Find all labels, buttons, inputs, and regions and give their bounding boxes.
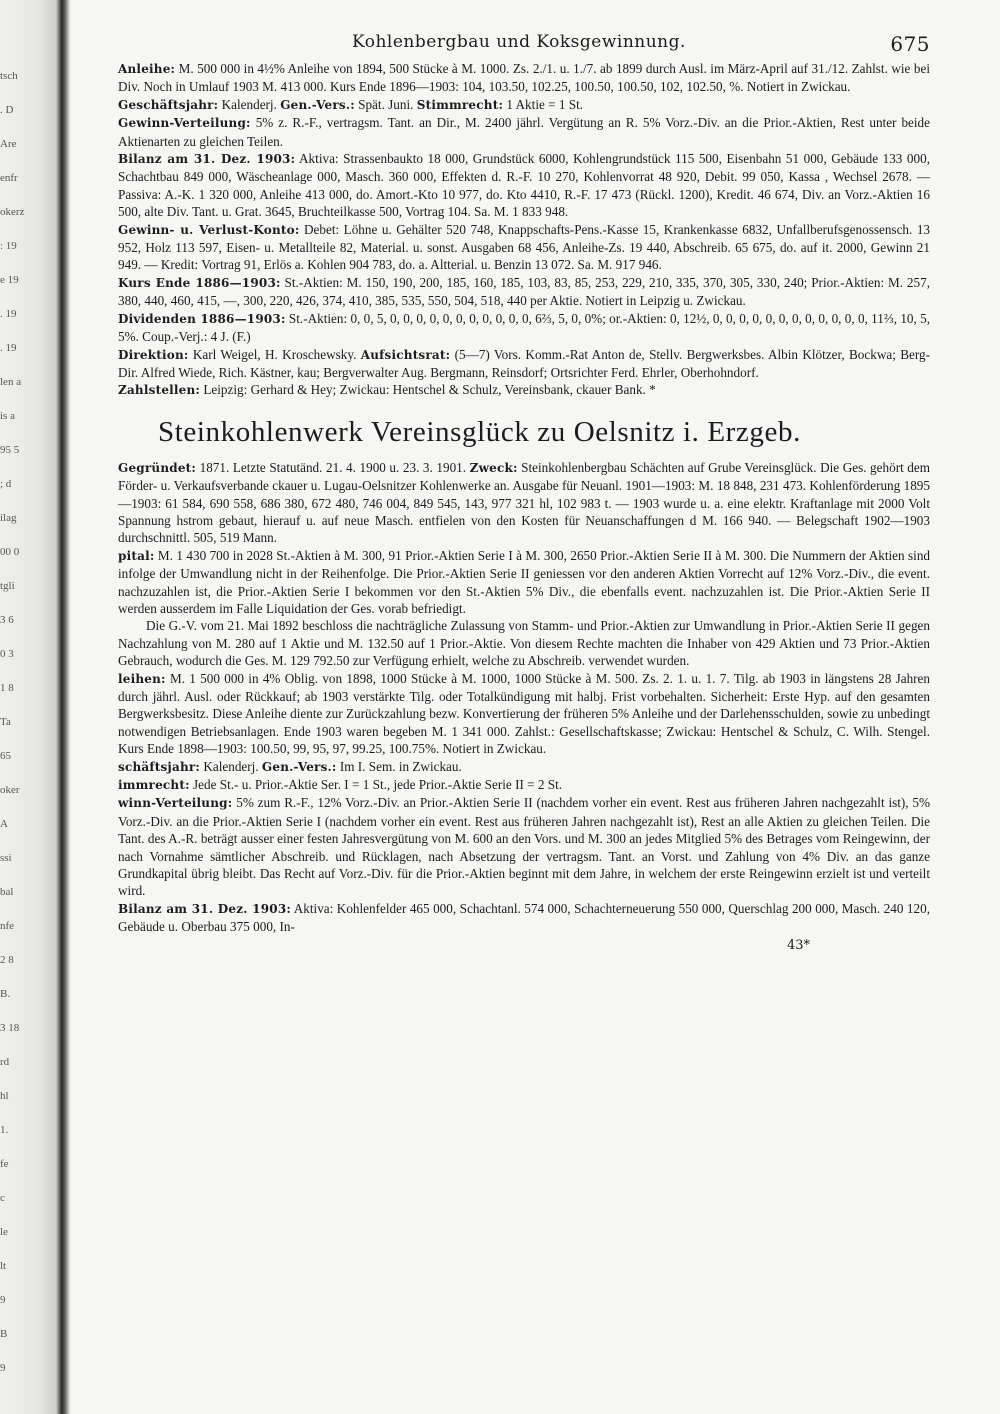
text: Kalenderj.: [203, 758, 259, 774]
gutter-fragment: e 19: [0, 274, 19, 286]
gutter-fragment: 9: [0, 1362, 6, 1374]
entry-zahlstellen: [118, 381, 930, 399]
text: (5—7) Vors. Komm.-Rat Anton de, Stellv. Bergwerksbes. Albin Klötzer, Bockwa; Berg-Dir. Alfred Wiede, Rich. Kästner, kau; Bergverwalter Aug. Bergmann, Reinsdorf; Ortsrichter Ferd. Ehrler, Oberhohndorf.: [118, 346, 931, 380]
entry-anleihen: [118, 670, 930, 758]
label: winn-Verteilung:: [118, 796, 233, 811]
entry-direktion: [118, 346, 930, 382]
gutter-fragment: 2 8: [0, 954, 14, 966]
entry-dividenden: [118, 310, 930, 346]
gutter-fragment: c: [0, 1192, 5, 1204]
label: Geschäftsjahr:: [118, 97, 219, 112]
label: Zahlstellen:: [118, 383, 201, 398]
text: M. 500 000 in 4½% Anleihe von 1894, 500 Stücke à M. 1000. Zs. 2./1. u. 1./7. ab 1899 durch Ausl. im März-April auf 31./12. Zahlst. wie bei Div. Noch in Umlauf 1903 M. 413 000. Kurs Ende 1896—1903: 104, 103.50, 102.25, 100.50, 100.50, 102, 102.50, %. Notiert in Zwickau.: [118, 61, 930, 95]
gutter-fragment: tgli: [0, 580, 15, 592]
gutter-fragment: . 19: [0, 342, 17, 354]
running-header: [118, 32, 930, 60]
text: St.-Aktien: 0, 0, 5, 0, 0, 0, 0, 0, 0, 0, 0, 0, 0, 0, 6⅔, 5, 0, 0%; or.-Aktien: 0, 12½, 0, 0, 0, 0, 0, 0, 0, 0, 0, 0, 0, 0, 11⅔, 10, 5, 5%. Coup.-Verj.: 4 J. (F.): [118, 310, 931, 345]
signature-mark: 43*: [786, 937, 810, 953]
gutter-fragment: 9: [0, 1294, 6, 1306]
gutter-fragment: len a: [0, 376, 22, 388]
text: Aktiva: Kohlenfelder 465 000, Schachtanl. 574 000, Schachterneuerung 550 000, Querschlag 200 000, Masch. 240 120, Gebäude u. Oberbau 375 000, In-: [118, 900, 931, 935]
gutter-fragment: 95 5: [0, 444, 20, 456]
gutter-fragment: bal: [0, 886, 14, 898]
text: Karl Weigel, H. Kroschewsky.: [192, 346, 357, 362]
entry-gegruendet: [118, 459, 930, 547]
binding-gutter: [0, 0, 70, 1414]
text: 1 Aktie = 1 St.: [506, 96, 584, 112]
gutter-fragment: : 19: [0, 240, 17, 252]
text: Kalenderj.: [221, 96, 277, 112]
running-title: Kohlenbergbau und Koksgewinnung.: [352, 32, 686, 52]
gutter-fragment: 65: [0, 750, 11, 762]
gutter-fragment: tsch: [0, 70, 18, 82]
entry-kapital-cont: Die G.-V. vom 21. Mai 1892 beschloss die nachträgliche Zulassung von Stamm- und Prior.-Aktien zur Umwandlung in Prior.-Aktien Serie II gegen Nachzahlung von M. 280 auf 1 Aktie und M. 132.50 auf 1 Prior.-Aktie. Von diesem Rechte machten die Inhaber von 429 Aktien und 73 Prior.-Aktien Gebrauch, wodurch die Ges. M. 129 792.50 zur Verfügung erhielt, welche zu Abschreib. verwendet wurden.: [118, 618, 930, 669]
gutter-fragment: . D: [0, 104, 14, 116]
gutter-fragment: hl: [0, 1090, 9, 1102]
entry-anleihe: [118, 60, 930, 96]
gutter-fragment: is a: [0, 410, 15, 422]
label: Anleihe:: [118, 62, 176, 76]
entry-gewinn-verteilung: [118, 114, 930, 150]
label: Direktion:: [118, 347, 189, 362]
gutter-fragment: 1.: [0, 1124, 9, 1136]
text: 5% zum R.-F., 12% Vorz.-Div. an Prior.-Aktien Serie II (nachdem vorher ein event. Rest aus früheren Jahren nachgezahlt ist), 5% Vorz.-Div. an die Prior.-Aktien Serie I (nachdem vorher ein event. Rest aus früheren Jahren nachgezahlt ist), Rest an alle Aktien zu gleichen Teilen. Die Tant. des A.-R. beträgt ausser einer festen Jahresvergütung von M. 600 an den Vors. und M. 300 an jedes Mitglied 5% des Betrages vom Reingewinn, der nach Vornahme sämtlicher Abschreib. und Rücklagen, nach Absetzung der vertragsm. Tant. an Vorst. und Zahlung von 4% Div. an das ganze Grundkapital übrig bleibt. Das Recht auf Vorz.-Div. für die Prior.-Aktien beginnt mit dem Jahre, in welchem der erste Reingewinn erzielt ist und verteilt wird.: [118, 795, 931, 899]
gutter-fragment: 00 0: [0, 546, 20, 558]
label: schäftsjahr:: [118, 759, 201, 774]
company-title: Steinkohlenwerk Vereinsglück zu Oelsnitz i. Erzgeb.: [158, 415, 801, 448]
label: Bilanz am 31. Dez. 1903:: [118, 901, 292, 916]
gutter-fragment: fe: [0, 1158, 9, 1170]
entry-bilanz: [118, 150, 930, 221]
gutter-fragment: 1 8: [0, 682, 14, 694]
label: pital:: [118, 548, 155, 563]
text: Aktiva: Strassenbaukto 18 000, Grundstück 6000, Kohlengrundstück 115 500, Eisenbahn 51 000, Gebäude 133 000, Schachtbau 849 000, Wäscheanlage 000, Masch. 360 000, Effekten d. R.-F. 10 270, Kohlenvorrat 48 920, Debit. 99 050, Kassa , Wechsel 2678. — Passiva: A.-K. 1 320 000, Anleihe 413 000, do. Amort.-Kto 10 977, do. Kto 4410, R.-F. 17 473 (Rückl. 1200), Kredit. 46 674, Div. an Vorz.-Aktien 16 500, alte Div. Tant. u. Grat. 3645, Bruchteilkasse 500, Vortrag 104. Sa. M. 1 833 948.: [118, 151, 931, 220]
entry-kapital: [118, 547, 930, 618]
label: Stimmrecht:: [416, 97, 504, 112]
book-page: [118, 32, 930, 1404]
label: immrecht:: [118, 778, 190, 793]
label: leihen:: [118, 671, 166, 686]
text: Jede St.- u. Prior.-Aktie Ser. I = 1 St., jede Prior.-Aktie Serie II = 2 St.: [193, 777, 563, 793]
gutter-fragment: ; d: [0, 478, 12, 490]
gutter-fragment: oker: [0, 784, 20, 796]
gutter-fragment: ssi: [0, 852, 12, 864]
entry-stimmrecht-2: [118, 776, 930, 794]
gutter-fragment: ilag: [0, 512, 17, 524]
gutter-fragment: enfr: [0, 172, 18, 184]
entry-gewinn-verteilung-2: [118, 794, 930, 899]
gutter-fragment: Ta: [0, 716, 11, 728]
gutter-fragment: 3 18: [0, 1022, 20, 1034]
gutter-fragment: . 19: [0, 308, 17, 320]
text: Im I. Sem. in Zwickau.: [339, 758, 462, 774]
entry-geschaeftsjahr: [118, 96, 930, 114]
gutter-fragment: rd: [0, 1056, 10, 1068]
gutter-fragment: 3 6: [0, 614, 14, 626]
text: St.-Aktien: M. 150, 190, 200, 185, 160, 185, 103, 83, 85, 253, 229, 210, 335, 370, 305, 330, 240; Prior.-Aktien: M. 257, 380, 440, 460, 415, —, 300, 220, 426, 374, 410, 385, 535, 550, 504, 518, 440 per Aktie. Notiert in Leipzig u. Zwickau.: [118, 274, 930, 309]
text: 5% z. R.-F., vertragsm. Tant. an Dir., M. 2400 jährl. Vergütung an R. 5% Vorz.-Div. an die Prior.-Aktien, Rest unter beide Aktienarten zu gleichen Teilen.: [118, 115, 931, 149]
gutter-fragment: okerz: [0, 206, 25, 218]
label: Gen.-Vers.:: [261, 759, 337, 774]
text: 1871. Letzte Statutänd. 21. 4. 1900 u. 23. 3. 1901.: [199, 459, 467, 475]
label: Gewinn- u. Verlust-Konto:: [118, 222, 300, 237]
entry-bilanz-2: [118, 900, 930, 936]
text: M. 1 500 000 in 4% Oblig. von 1898, 1000 Stücke à M. 1000, 1000 Stücke à M. 500. Zs. 2. 1. u. 1. 7. Tilg. ab 1903 in längstens 28 Jahren durch jährl. Ausl. oder Rückkauf; ab 1903 verstärkte Tilg. oder Totalkündigung mit halbj. Frist vorbehalten. Sicherheit: Erste Hyp. auf den gesamten Bergwerksbesitz. Diese Anleihe diente zur Zurückzahlung bezw. Konvertierung der früheren 5% Anleihe und der Darlehensschulden, sowie zu unbedingt notwendigen Betriebsanlagen. Ende 1903 waren begeben M. 1 341 000. Zahlst.: Gesellschaftskasse; Zwickau: Hentschel & Schulz, C. Wilh. Stengel. Kurs Ende 1898—1903: 100.50, 99, 95, 97, 99.25, 100.75%. Notiert in Zwickau.: [118, 670, 930, 757]
label: Zweck:: [469, 460, 518, 475]
gutter-fragment: 0 3: [0, 648, 14, 660]
page-number: 675: [890, 32, 930, 56]
label: Gegründet:: [118, 460, 197, 475]
text: Spät. Juni.: [358, 96, 414, 112]
text: Steinkohlenbergbau Schächten auf Grube Vereinsglück. Die Ges. gehört dem Förder- u. Verkaufsverbande ckauer u. Lugau-Oelsnitzer Kohlenwerke an. Ausgabe für Neuanl. 1901—1903: M. 18 848, 231 473. Kohlenförderung 1895—1903: 61 584, 690 558, 686 380, 672 480, 746 004, 849 545, 143, 977 321 hl, 102 983 t. — 1903 wurde u. a. eine elektr. Kraftanlage mit 2000 Volt Spannung hstrom gebaut, hierauf u. auf neue Masch. entfielen von den Kosten für Neuanschaffungen d M. 166 940. — Belegschaft 1902—1903 durchschnittl. 505, 519 Mann.: [118, 459, 931, 546]
gutter-fragment: nfe: [0, 920, 15, 932]
label: Aufsichtsrat:: [360, 347, 451, 362]
label: Dividenden 1886—1903:: [118, 311, 286, 326]
entry-guv: [118, 221, 930, 274]
label: Kurs Ende 1886—1903:: [118, 275, 281, 290]
text: Debet: Löhne u. Gehälter 520 748, Knappschafts-Pens.-Kasse 15, Krankenkasse 6832, Unfallberufsgenossensch. 13 952, Holz 113 597, Eisen- u. Metallteile 82, Material. u. sonst. Ausgaben 68 456, Anleihe-Zs. 19 440, Abschreib. 65 675, do. auf it. 2000, Gewinn 21 949. — Kredit: Vortrag 91, Erlös a. Kohlen 904 783, do. a. Altterial. u. Benzin 13 072. Sa. M. 917 946.: [118, 221, 931, 273]
gutter-fragment: Are: [0, 138, 17, 150]
label: Gen.-Vers.:: [280, 97, 355, 112]
gutter-fragment: B.: [0, 988, 11, 1000]
text: Leipzig: Gerhard & Hey; Zwickau: Hentschel & Schulz, Vereinsbank, ckauer Bank. *: [203, 382, 656, 398]
gutter-fragment: lt: [0, 1260, 7, 1272]
entry-geschaeftsjahr-2: [118, 758, 930, 776]
entry-kurs: [118, 274, 930, 310]
label: Bilanz am 31. Dez. 1903:: [118, 152, 296, 167]
gutter-fragment: B: [0, 1328, 8, 1340]
label: Gewinn-Verteilung:: [118, 116, 251, 131]
gutter-fragment: A: [0, 818, 8, 830]
gutter-fragment: le: [0, 1226, 8, 1238]
text: M. 1 430 700 in 2028 St.-Aktien à M. 300, 91 Prior.-Aktien Serie I à M. 300, 2650 Prior.-Aktien Serie II à M. 300. Die Nummern der Aktien sind infolge der Umwandlung nicht in der Reihenfolge. Die Prior.-Aktien Serie II geniessen vor den anderen Aktien Vorrecht auf 12% Vorz.-Div., die event. nachzuzahlen ist, die Prior.-Aktien Serie I bekommen vor den St.-Aktien 5% Div., die ebenfalls event. nachzuzahlen ist. Die Prior.-Aktien Serie II werden ausserdem im Falle Liquidation der Ges. vorab befriedigt.: [118, 547, 931, 616]
